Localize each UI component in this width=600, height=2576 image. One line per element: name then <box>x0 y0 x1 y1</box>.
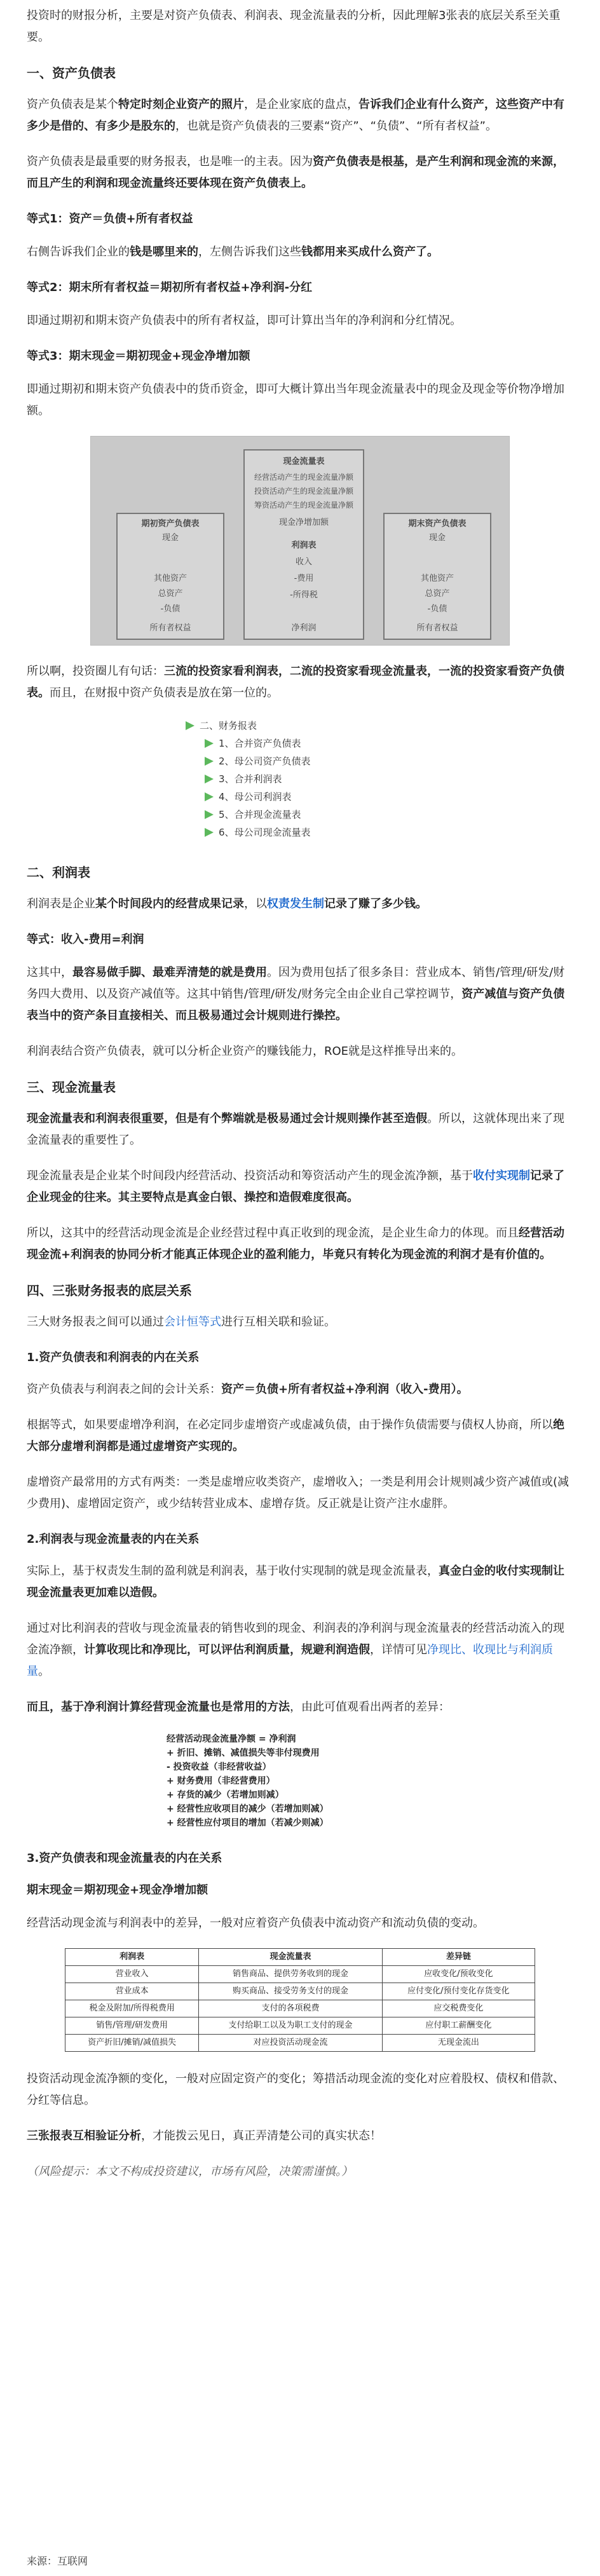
table-row <box>65 1983 535 2000</box>
equation-2: 等式2：期末所有者权益＝期初所有者权益+净利润-分红 <box>27 281 313 294</box>
rel-para-1: 三大财务报表之间可以通过会计恒等式进行互相关联和验证。 <box>27 1315 336 1329</box>
cashflow-title: 现金流量表 <box>283 457 325 466</box>
is-para-1: 利润表是企业某个时间段内的经营成果记录，以权责发生制记录了赚了多少钱。 <box>27 897 427 911</box>
table-cell: 对应投资活动现金流 <box>199 2035 382 2052</box>
closing-bs-item: 其他资产 <box>420 574 454 583</box>
opening-bs-item: 总资产 <box>158 589 183 599</box>
relation-1-heading: 1.资产负债表和利润表的内在关系 <box>27 1351 200 1364</box>
relation-2-heading: 2.利润表与现金流量表的内在关系 <box>27 1533 200 1546</box>
table-cell: 应交税费变化 <box>382 2000 535 2017</box>
opening-bs-cash: 现金 <box>161 533 179 543</box>
rel-para-5: 实际上，基于权责发生制的盈利就是利润表，基于收付实现制的就是现金流量表，真金白金的收付实现制让现金流量表更加难以造假。 <box>27 1564 564 1599</box>
formula-line: 经营活动现金流量净额 = 净利润 <box>167 1734 296 1744</box>
formula-line: + 经营性应付项目的增加（若减少则减） <box>167 1818 329 1828</box>
arrow-icon <box>205 757 214 766</box>
income-title: 利润表 <box>291 541 317 550</box>
table-cell: 支付的各项税费 <box>199 2000 382 2017</box>
is-para-2: 这其中，最容易做手脚、最难弄清楚的就是费用。因为费用包括了很多条目：营业成本、销售/管理/研发/财务四大费用、以及资产减值等。这其中销售/管理/研发/财务完全由企业自己掌控调节，资产减值与资产负债表当中的资产条目直接相关、而且极易通过会计规则进行操控。 <box>27 966 565 1022</box>
closing-bs-item: 所有者权益 <box>416 623 458 633</box>
income-item: 净利润 <box>291 623 317 633</box>
income-equation: 等式：收入-费用=利润 <box>27 933 144 946</box>
section-balance-sheet-title: 一、资产负债表 <box>27 65 116 81</box>
cf-para-1: 现金流量表和利润表很重要，但是有个弊端就是极易通过会计规则操作甚至造假。所以，这就体现出来了现金流量表的重要性了。 <box>27 1112 564 1147</box>
report-list-item: 6、母公司现金流量表 <box>205 825 311 840</box>
report-list-image <box>160 718 440 845</box>
formula-line: - 投资收益（非经营收益） <box>167 1762 271 1772</box>
report-list-item: 3、合并利润表 <box>205 771 282 787</box>
table-row <box>65 2000 535 2017</box>
formula-line: + 财务费用（非经营费用） <box>167 1776 275 1786</box>
table-row <box>65 2035 535 2052</box>
report-list-item: 2、母公司资产负债表 <box>205 754 311 769</box>
arrow-icon <box>205 810 214 819</box>
income-item: -费用 <box>294 574 314 583</box>
opening-bs-item: 其他资产 <box>153 574 187 583</box>
closing-bs-cash: 现金 <box>428 533 446 543</box>
arrow-icon <box>205 828 214 837</box>
cash-flow-formula-image <box>167 1732 433 1830</box>
accrual-basis-link[interactable]: 权责发生制 <box>267 897 324 911</box>
arrow-icon <box>205 739 214 748</box>
opening-bs-box <box>116 513 224 640</box>
difference-chain-table <box>65 1948 535 2052</box>
table-header: 利润表 <box>65 1949 199 1966</box>
opening-bs-item: 所有者权益 <box>149 623 191 633</box>
rel-para-2: 资产负债表与利润表之间的会计关系：资产＝负债+所有者权益+净利润（收入-费用）。 <box>27 1383 468 1396</box>
report-list-item: 1、合并资产负债表 <box>205 736 301 751</box>
table-row <box>65 2017 535 2035</box>
source-footer: 来源：互联网 <box>27 2555 88 2567</box>
bs-para-6: 所以啊，投资圈儿有句话：三流的投资家看利润表，二流的投资家看现金流量表，一流的投资家看资产负债表。而且，在财报中资产负债表是放在第一位的。 <box>27 665 564 700</box>
accounting-equation-link[interactable]: 会计恒等式 <box>164 1315 221 1329</box>
rel-para-6: 通过对比利润表的营收与现金流量表的销售收到的现金、利润表的净利润与现金流量表的经营活动流入的现金流净额，计算收现比和净现比，可以评估利润质量，规避利润造假，详情可见净现比、收现比与利润质量。 <box>27 1622 564 1678</box>
cf-para-3: 所以，这其中的经营活动现金流是企业经营过程中真正收到的现金流，是企业生命力的体现。而且经营活动现金流+利润表的协同分析才能真正体现企业的盈利能力，毕竟只有转化为现金流的利润才是有价值的。 <box>27 1226 564 1261</box>
table-cell: 支付给职工以及为职工支付的现金 <box>199 2017 382 2035</box>
cashflow-item: 投资活动产生的现金流量净额 <box>254 487 353 496</box>
rel-para-9: 投资活动现金流净额的变化，一般对应固定资产的变化；筹措活动现金流的变化对应着股权、债权和借款、分红等信息。 <box>27 2072 564 2107</box>
cf-para-2: 现金流量表是企业某个时间段内经营活动、投资活动和筹资活动产生的现金流净额，基于收付实现制记录了企业现金的往来。其主要特点是真金白银、操控和造假难度很高。 <box>27 1169 564 1204</box>
closing-bs-item: 总资产 <box>425 589 450 599</box>
rel-para-4: 虚增资产最常用的方式有两类：一类是虚增应收类资产，虚增收入；一类是利用会计规则减少资产减值或(减少费用)、虚增固定资产，或少结转营业成本、虚增存货。反正就是让资产注水虚胖。 <box>27 1475 569 1510</box>
bs-para-5: 即通过期初和期末资产负债表中的货币资金，即可大概计算出当年现金流量表中的现金及现金等价物净增加额。 <box>27 383 564 417</box>
arrow-icon <box>205 775 214 783</box>
bs-para-3: 右侧告诉我们企业的钱是哪里来的，左侧告诉我们这些钱都用来买成什么资产了。 <box>27 245 439 259</box>
cashflow-item: 筹资活动产生的现金流量净额 <box>254 501 353 510</box>
report-list-root: 二、财务报表 <box>186 718 257 733</box>
income-item: -所得税 <box>290 590 318 600</box>
closing-bs-box <box>383 513 491 640</box>
is-para-3: 利润表结合资产负债表，就可以分析企业资产的赚钱能力，ROE就是这样推导出来的。 <box>27 1045 463 1058</box>
rel-para-8: 经营活动现金流与利润表中的差异，一般对应着资产负债表中流动资产和流动负债的变动。 <box>27 1916 484 1930</box>
table-row <box>65 1966 535 1983</box>
table-header: 现金流量表 <box>199 1949 382 1966</box>
table-cell: 购买商品、接受劳务支付的现金 <box>199 1983 382 2000</box>
cash-ratio-link[interactable]: 净现比、收现比与利润质量 <box>27 1643 553 1678</box>
table-cell: 销售/管理/研发费用 <box>65 2017 199 2035</box>
table-cell: 无现金流出 <box>382 2035 535 2052</box>
table-cell: 应付变化/预付变化存货变化 <box>382 1983 535 2000</box>
rel-para-10: 三张报表互相验证分析，才能拨云见日，真正弄清楚公司的真实状态！ <box>27 2129 381 2143</box>
equation-1: 等式1：资产＝负债+所有者权益 <box>27 212 193 226</box>
opening-bs-title: 期初资产负债表 <box>141 519 200 529</box>
table-header: 差异链 <box>382 1949 535 1966</box>
rel-para-3: 根据等式，如果要虚增净利润，在必定同步虚增资产或虚减负债，由于操作负债需要与债权人协商，所以绝大部分虚增利润都是通过虚增资产实现的。 <box>27 1418 564 1453</box>
formula-line: + 经营性应收项目的减少（若增加则减） <box>167 1804 329 1814</box>
formula-line: + 存货的减少（若增加则减） <box>167 1790 284 1800</box>
equation-3: 等式3：期末现金＝期初现金+现金净增加额 <box>27 349 250 363</box>
cash-flow-income-box <box>243 449 364 640</box>
table-cell: 销售商品、提供劳务收到的现金 <box>199 1966 382 1983</box>
bs-para-4: 即通过期初和期末资产负债表中的所有者权益，即可计算出当年的净利润和分红情况。 <box>27 314 461 327</box>
report-list-item: 4、母公司利润表 <box>205 789 292 804</box>
closing-bs-item: -负债 <box>427 604 447 614</box>
formula-line: + 折旧、摊销、减值损失等非付现费用 <box>167 1748 320 1758</box>
intro-paragraph: 投资时的财报分析，主要是对资产负债表、利润表、现金流量表的分析，因此理解3张表的底层关系至关重要。 <box>27 9 561 44</box>
bs-para-1: 资产负债表是某个特定时刻企业资产的照片，是企业家底的盘点，告诉我们企业有什么资产，这些资产中有多少是借的、有多少是股东的，也就是资产负债表的三要素“资产”、“负债”、“所有者权益”。 <box>27 98 564 133</box>
section-cash-flow-title: 三、现金流量表 <box>27 1080 116 1095</box>
arrow-icon <box>186 721 194 730</box>
cash-equation: 期末现金＝期初现金+现金净增加额 <box>27 1883 208 1897</box>
table-cell: 营业成本 <box>65 1983 199 2000</box>
table-cell: 应收变化/预收变化 <box>382 1966 535 1983</box>
bs-para-2: 资产负债表是最重要的财务报表，也是唯一的主表。因为资产负债表是根基，是产生利润和现金流的来源，而且产生的利润和现金流量终还要体现在资产负债表上。 <box>27 155 564 190</box>
cash-basis-link[interactable]: 收付实现制 <box>473 1169 530 1183</box>
closing-bs-title: 期末资产负债表 <box>408 519 467 529</box>
three-statements-photo <box>27 436 573 646</box>
opening-bs-item: -负债 <box>160 604 181 614</box>
rel-para-7: 而且，基于净利润计算经营现金流量也是常用的方法，由此可值观看出两者的差异： <box>27 1700 450 1714</box>
relation-3-heading: 3.资产负债表和现金流量表的内在关系 <box>27 1852 222 1865</box>
risk-note: （风险提示：本文不构成投资建议，市场有风险，决策需谨慎。） <box>27 2165 353 2178</box>
section-relations-title: 四、三张财务报表的底层关系 <box>27 1283 192 1298</box>
table-cell: 资产折旧/摊销/减值损失 <box>65 2035 199 2052</box>
cashflow-net: 现金净增加额 <box>278 518 329 527</box>
report-list-item: 5、合并现金流量表 <box>205 807 301 822</box>
table-cell: 税金及附加/所得税费用 <box>65 2000 199 2017</box>
arrow-icon <box>205 792 214 801</box>
income-item: 收入 <box>295 557 312 567</box>
section-income-statement-title: 二、利润表 <box>27 865 90 880</box>
table-cell: 营业收入 <box>65 1966 199 1983</box>
cashflow-item: 经营活动产生的现金流量净额 <box>254 473 353 482</box>
table-cell: 应付职工薪酬变化 <box>382 2017 535 2035</box>
